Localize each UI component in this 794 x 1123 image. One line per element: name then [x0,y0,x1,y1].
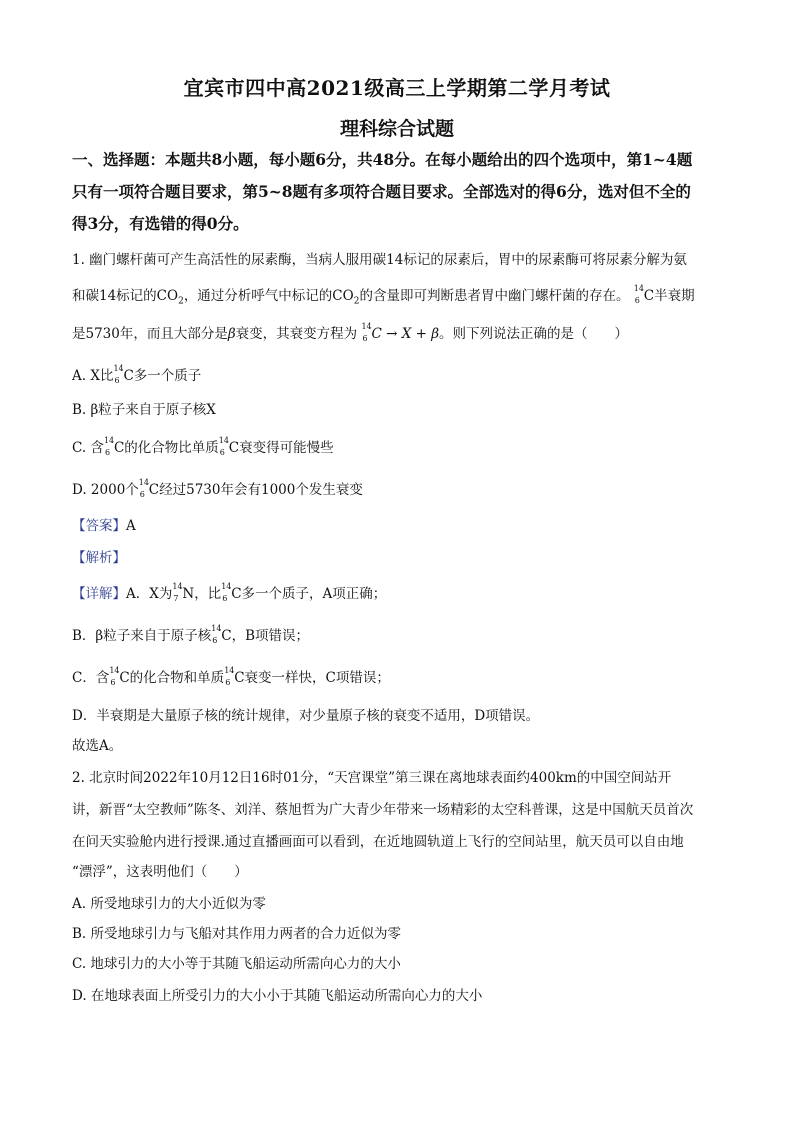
nuclide-c14: 14 6 [218,435,229,457]
detail-d: D．半衰期是大量原子核的统计规律，对少量原子核的衰变不适用，D项错误。 [72,708,540,724]
q2-option-a: A. 所受地球引力的大小近似为零 [72,896,266,912]
q2-option-d: D. 在地球表面上所受引力的大小小于其随飞船运动所需向心力的大小 [72,988,483,1004]
nuclide-c14: 14 6 [221,581,232,603]
detail-label: 【详解】 [72,586,126,602]
section-instruction-line-2: 只有一项符合题目要求，第5~8题有多项符合题目要求。全部选对的得6分，选对但不全的 [72,182,691,201]
q1-text: ，通过分析呼气中标记的CO [183,288,354,304]
q2-option-c: C. 地球引力的大小等于其随飞船运动所需向心力的大小 [72,956,401,972]
q1-text: 衰变，其衰变方程为 [235,326,358,342]
detail-a: 【详解】A．X为 14 7 N，比 14 6 C多一个质子，A项正确； [72,581,387,603]
answer-line [72,514,732,534]
nuclide-n14: 14 7 [172,581,183,603]
answer-label: 【答案】 [72,518,126,534]
q1-option-c: C. 含 14 6 C的化合物比单质 14 6 C衰变得可能慢些 [72,435,334,457]
nuclide-c14: 14 6 [109,665,120,687]
detail-c: C．含 14 6 C的化合物和单质 14 6 C衰变一样快，C项错误； [72,665,390,687]
nuclide-c14: 14 6 [113,363,124,385]
beta-symbol: β [227,326,236,342]
detail-b: B．β粒子来自于原子核 14 6 C，B项错误； [72,623,309,645]
q1-option-d: D. 2000个 14 6 C经过5730年会有1000个发生衰变 [72,477,363,499]
answer-value: A [126,518,136,534]
q1-option-a: A. X比 14 6 C多一个质子 [72,363,202,385]
q2-option-b: B. 所受地球引力与飞船对其作用力两者的合力近似为零 [72,926,402,942]
q1-stem-line-2 [72,284,732,307]
conclusion: 故选A。 [72,738,123,754]
q1-text: 是5730年，而且大部分是 [72,326,228,342]
decay-equation: C → X + β [371,326,440,342]
q1-option-b: B. β粒子来自于原子核X [72,402,216,418]
nuclide-c14: 14 6 [138,477,149,499]
q2-stem-line-1: 2. 北京时间2022年10月12日16时01分，“天宫课堂”第三课在离地球表面约400km的中国空间站开 [72,770,672,786]
q1-stem-line-1: 1. 幽门螺杆菌可产生高活性的尿素酶，当病人服用碳14标记的尿素后，胃中的尿素酶可将尿素分解为氨 [72,252,687,268]
exam-title: 宜宾市四中高2021级高三上学期第二学月考试 [183,76,611,100]
exam-subtitle: 理科综合试题 [339,118,454,140]
q1-text: 和碳14标记的CO [72,288,179,304]
q2-stem-line-3: 在问天实验舱内进行授课.通过直播画面可以看到，在近地圆轨道上飞行的空间站里，航天员可以自由地 [72,834,684,850]
subscript: 2 [178,296,184,307]
q2-stem-line-2: 讲，新晋“太空教师”陈冬、刘洋、蔡旭哲为广大青少年带来一场精彩的太空科普课，这是中国航天员首次 [72,802,694,818]
section-instruction-line-3: 得3分，有选错的得0分。 [72,214,249,233]
q1-text: 。则下列说法正确的是（ ） [439,326,629,342]
q2-stem-line-4: “漂浮”，这表明他们（ ） [72,864,248,880]
analysis-label: 【解析】 [72,550,126,566]
q1-stem-line-3 [72,322,732,342]
q1-text: C半衰期 [643,288,695,304]
nuclide-c14: 14 6 [633,283,644,305]
q1-text: 的含量即可判断患者胃中幽门螺杆菌的存在。 [359,288,630,304]
section-instruction-line-1: 一、选择题：本题共8小题，每小题6分，共48分。在每小题给出的四个选项中，第1~4题 [72,150,693,169]
nuclide-c14: 14 6 [361,321,372,343]
nuclide-c14: 14 6 [211,623,222,645]
nuclide-c14: 14 6 [103,435,115,457]
nuclide-c14: 14 6 [224,665,235,687]
subscript: 2 [353,296,360,307]
